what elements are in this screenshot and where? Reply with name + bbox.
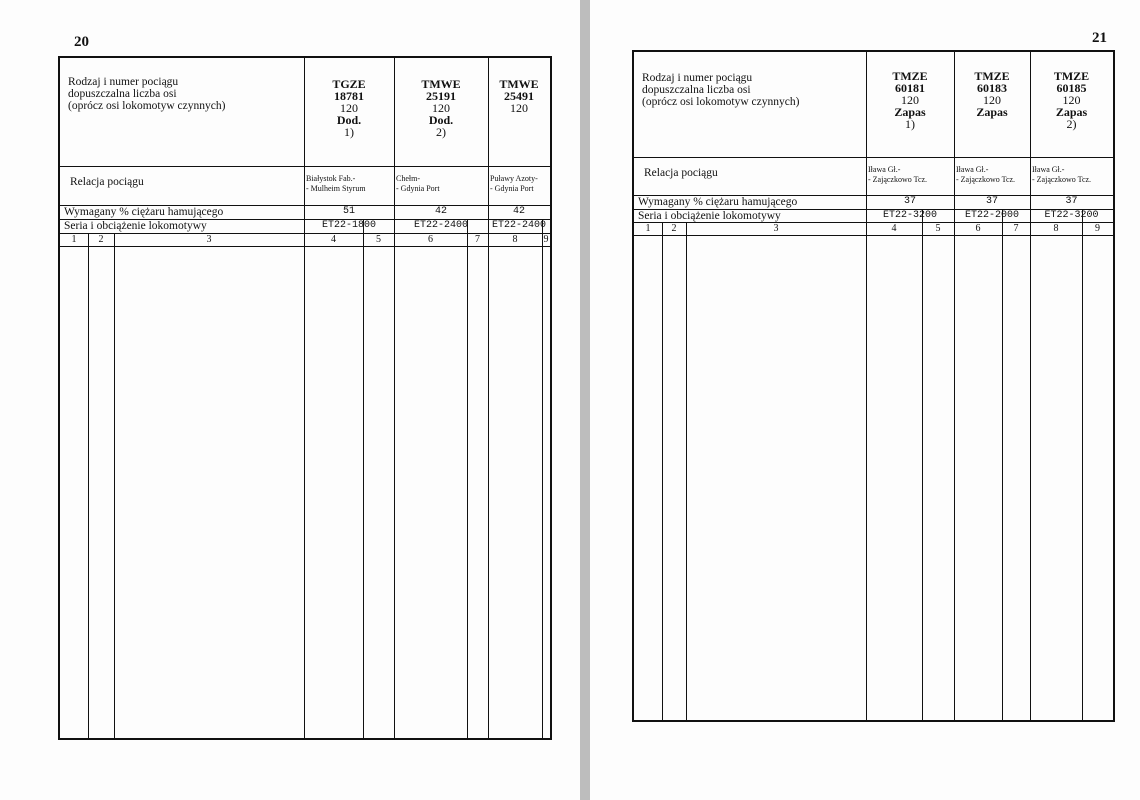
brake-label: Wymagany % ciężaru hamującego: [64, 206, 224, 218]
column-number: 2: [98, 234, 104, 245]
loco-label: Seria i obciążenie lokomotywy: [64, 220, 207, 232]
column-divider: [1082, 209, 1083, 720]
train-header: [954, 70, 1030, 130]
column-number: 8: [512, 234, 518, 245]
train-note: 2): [1066, 117, 1077, 131]
relation-line: - Zajączkowo Tcz.: [868, 175, 928, 184]
column-divider: [467, 219, 468, 738]
brake-label: Wymagany % ciężaru hamującego: [638, 196, 798, 208]
brake-percent: 51: [342, 206, 355, 217]
column-number: 9: [543, 234, 549, 245]
column-number: 6: [428, 234, 433, 245]
column-divider: [1002, 209, 1003, 720]
header-divider: [634, 235, 1113, 236]
relation-line: - Gdynia Port: [490, 184, 534, 193]
loco-series: ET22-2400: [491, 220, 546, 231]
column-number: 2: [671, 223, 677, 234]
header-label: [642, 72, 862, 108]
loco-series: ET22-2000: [964, 210, 1019, 221]
brake-percent: 37: [903, 196, 916, 207]
train-relation: [956, 165, 1028, 185]
loco-series: ET22-3200: [1044, 210, 1099, 221]
relation-line: Iława Gł.-: [956, 165, 989, 174]
loco-label: Seria i obciążenie lokomotywy: [638, 210, 781, 222]
header-label-line: (oprócz osi lokomotyw czynnych): [68, 100, 226, 112]
column-divider: [662, 222, 663, 720]
train-relation: [868, 165, 952, 185]
train-header: [866, 70, 954, 130]
train-type: TGZE: [332, 77, 366, 91]
header-label-line: dopuszczalna liczba osi: [68, 88, 177, 100]
column-number: 3: [773, 223, 779, 234]
column-number: 7: [475, 234, 480, 245]
train-extra: Dod.: [336, 113, 362, 127]
train-note: 1): [905, 117, 915, 131]
train-axles: 120: [510, 101, 528, 115]
train-number: 25191: [426, 89, 456, 103]
column-number: 5: [935, 223, 941, 234]
column-number: 7: [1013, 223, 1019, 234]
relation-line: Puławy Azoty-: [490, 174, 538, 183]
train-axles: 120: [340, 101, 358, 115]
column-number: 3: [206, 234, 212, 245]
brake-percent: 37: [985, 196, 998, 207]
train-number: 60183: [977, 81, 1007, 95]
column-number: 6: [975, 223, 981, 234]
relation-line: Białystok Fab.-: [306, 174, 356, 183]
train-extra: Zapas: [894, 105, 926, 119]
column-divider: [488, 58, 489, 738]
column-divider: [686, 222, 687, 720]
right-page: [590, 0, 1140, 800]
train-note: 2): [436, 125, 446, 139]
train-relation: [396, 174, 486, 194]
relation-line: Iława Gł.-: [868, 165, 901, 174]
train-axles: 120: [983, 93, 1001, 107]
train-header: [1030, 70, 1113, 130]
brake-percent: 37: [1065, 196, 1078, 207]
header-label-line: dopuszczalna liczba osi: [642, 84, 751, 96]
header-label: [68, 76, 300, 112]
column-number: 5: [376, 234, 381, 245]
relation-line: - Zajączkowo Tcz.: [1032, 175, 1092, 184]
train-extra: [488, 114, 550, 126]
column-divider: [954, 52, 955, 720]
train-number: 25491: [504, 89, 534, 103]
column-divider: [114, 233, 115, 738]
relation-line: - Gdynia Port: [396, 184, 440, 193]
train-type: TMZE: [974, 69, 1010, 83]
train-axles: 120: [901, 93, 919, 107]
brake-percent: 42: [434, 206, 447, 217]
column-divider: [922, 209, 923, 720]
train-axles: 120: [432, 101, 450, 115]
train-extra: Zapas: [1055, 105, 1088, 119]
train-header: [488, 78, 550, 138]
header-divider: [634, 157, 1113, 158]
train-number: 18781: [334, 89, 364, 103]
relation-label: Relacja pociągu: [70, 176, 144, 188]
column-number: 8: [1053, 223, 1059, 234]
column-divider: [304, 58, 305, 738]
brake-percent: 42: [512, 206, 525, 217]
train-type: TMWE: [421, 77, 461, 91]
column-divider: [866, 52, 867, 720]
column-number: 1: [71, 234, 77, 245]
relation-line: - Mulheim Styrum: [306, 184, 366, 193]
column-divider: [394, 58, 395, 738]
loco-series: ET22-1800: [321, 220, 376, 231]
relation-line: - Zajączkowo Tcz.: [956, 175, 1016, 184]
column-number: 4: [891, 223, 897, 234]
train-note: 1): [344, 125, 354, 139]
header-divider: [60, 246, 550, 247]
train-header: [394, 78, 488, 138]
relation-line: Iława Gł.-: [1032, 165, 1065, 174]
column-number: 9: [1095, 223, 1100, 234]
page-number: 20: [74, 34, 89, 50]
train-note: [488, 126, 550, 138]
train-type: TMZE: [1053, 69, 1090, 83]
relation-line: Chełm-: [396, 174, 420, 183]
train-note: [954, 118, 1030, 130]
relation-label: Relacja pociągu: [644, 167, 718, 179]
column-number: 1: [645, 223, 651, 234]
loco-series: ET22-3200: [882, 210, 937, 221]
column-number: 4: [331, 234, 336, 245]
column-divider: [88, 233, 89, 738]
train-type: TMZE: [892, 69, 928, 83]
train-axles: 120: [1062, 93, 1081, 107]
column-divider: [542, 219, 543, 738]
train-header: [304, 78, 394, 138]
train-number: 60185: [1056, 81, 1087, 95]
header-label-line: (oprócz osi lokomotyw czynnych): [642, 96, 800, 108]
train-type: TMWE: [499, 77, 539, 91]
train-relation: [490, 174, 548, 194]
timetable-left: [58, 56, 552, 740]
header-label-line: Rodzaj i numer pociągu: [68, 76, 179, 88]
train-extra: Dod.: [428, 113, 454, 127]
header-label-line: Rodzaj i numer pociągu: [642, 72, 753, 84]
page-number: 21: [1092, 30, 1107, 46]
loco-series: ET22-2400: [413, 220, 468, 231]
column-divider: [363, 219, 364, 738]
timetable-right: [632, 50, 1115, 722]
column-divider: [1030, 52, 1031, 720]
train-relation: [1032, 165, 1111, 185]
train-relation: [306, 174, 392, 194]
train-extra: Zapas: [976, 105, 1008, 119]
header-divider: [60, 166, 550, 167]
train-number: 60181: [895, 81, 925, 95]
